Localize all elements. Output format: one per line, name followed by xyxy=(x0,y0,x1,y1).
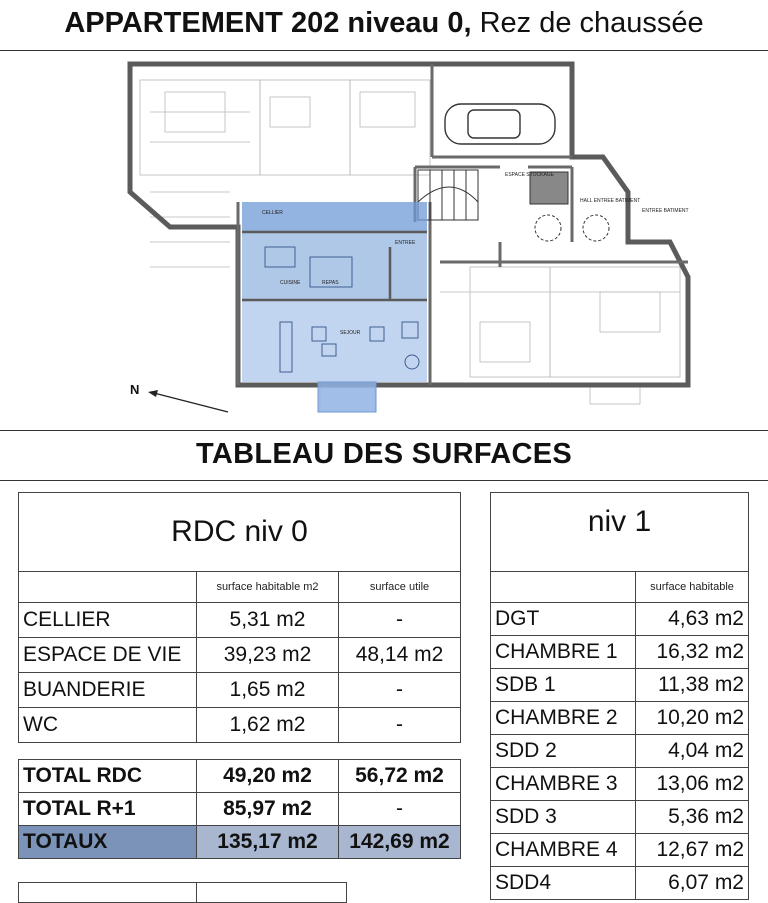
row-habitable: 5,31 m2 xyxy=(197,603,339,638)
plan-label-cellier: CELLIER xyxy=(262,210,283,216)
table-row-totaux xyxy=(19,826,461,859)
table-row xyxy=(491,702,749,735)
row-habitable: 6,07 m2 xyxy=(636,867,749,900)
row-habitable: 1,62 m2 xyxy=(197,708,339,743)
north-label: N xyxy=(130,382,140,397)
total-utile: - xyxy=(339,793,461,826)
row-label: SDB 1 xyxy=(491,669,636,702)
niv1-table xyxy=(490,492,749,900)
plan-label-repas: REPAS xyxy=(322,280,339,286)
row-label: SDD4 xyxy=(491,867,636,900)
niv1-colheader-habitable: surface habitable xyxy=(636,572,749,603)
niv1-colheader-blank xyxy=(491,572,636,603)
table-row xyxy=(491,834,749,867)
totals-table xyxy=(18,759,461,859)
row-habitable: 4,04 m2 xyxy=(636,735,749,768)
row-habitable: 12,67 m2 xyxy=(636,834,749,867)
row-habitable: 39,23 m2 xyxy=(197,638,339,673)
rdc-colheader-habitable: surface habitable m2 xyxy=(197,572,339,603)
total-utile: 142,69 m2 xyxy=(339,826,461,859)
total-habitable: 135,17 m2 xyxy=(197,826,339,859)
table-row xyxy=(19,603,461,638)
extra-table-partial xyxy=(18,882,347,903)
row-label: WC xyxy=(19,708,197,743)
table-row xyxy=(19,673,461,708)
rdc-colheader-utile: surface utile xyxy=(339,572,461,603)
row-habitable: 5,36 m2 xyxy=(636,801,749,834)
rdc-colheader-blank xyxy=(19,572,197,603)
partial-cell xyxy=(19,883,197,903)
table-row xyxy=(491,735,749,768)
row-label: DGT xyxy=(491,603,636,636)
plan-divider xyxy=(0,430,768,431)
total-utile: 56,72 m2 xyxy=(339,760,461,793)
plan-label-sejour: SEJOUR xyxy=(340,330,361,336)
table-row xyxy=(491,669,749,702)
plan-label-entree-batiment: ENTREE BATIMENT xyxy=(642,208,689,214)
row-habitable: 13,06 m2 xyxy=(636,768,749,801)
row-habitable: 10,20 m2 xyxy=(636,702,749,735)
row-label: CELLIER xyxy=(19,603,197,638)
total-habitable: 85,97 m2 xyxy=(197,793,339,826)
table-row xyxy=(491,768,749,801)
row-utile: - xyxy=(339,603,461,638)
row-habitable: 4,63 m2 xyxy=(636,603,749,636)
table-row xyxy=(491,636,749,669)
table-row xyxy=(491,603,749,636)
table-row xyxy=(19,793,461,826)
title-divider xyxy=(0,50,768,51)
car-outline xyxy=(445,104,555,144)
niv1-heading: niv 1 xyxy=(491,493,749,572)
row-label: CHAMBRE 1 xyxy=(491,636,636,669)
row-utile: - xyxy=(339,673,461,708)
table-row xyxy=(491,801,749,834)
row-utile: - xyxy=(339,708,461,743)
row-label: CHAMBRE 4 xyxy=(491,834,636,867)
rdc-heading: RDC niv 0 xyxy=(19,493,461,572)
plan-label-hall: HALL ENTREE BATIMENT xyxy=(580,198,641,204)
total-label: TOTAL RDC xyxy=(19,760,197,793)
title-level: Rez de chaussée xyxy=(479,7,704,39)
north-arrow xyxy=(130,382,228,412)
plan-label-cuisine: CUISINE xyxy=(280,280,301,286)
rdc-table xyxy=(18,492,461,743)
title-main: APPARTEMENT 202 niveau 0, xyxy=(64,7,472,39)
table-row xyxy=(491,867,749,900)
row-label: CHAMBRE 2 xyxy=(491,702,636,735)
row-habitable: 1,65 m2 xyxy=(197,673,339,708)
row-habitable: 11,38 m2 xyxy=(636,669,749,702)
page-title xyxy=(0,0,768,50)
row-label: SDD 2 xyxy=(491,735,636,768)
plan-label-stockage: ESPACE STOCKAGE xyxy=(505,172,554,178)
table-row xyxy=(19,708,461,743)
table-row xyxy=(19,638,461,673)
row-label: BUANDERIE xyxy=(19,673,197,708)
apartment-202-highlight xyxy=(242,202,427,412)
table-row xyxy=(19,760,461,793)
plan-label-entree: ENTREE xyxy=(395,240,416,246)
section-divider xyxy=(0,480,768,481)
floor-plan xyxy=(0,52,768,427)
row-habitable: 16,32 m2 xyxy=(636,636,749,669)
row-utile: 48,14 m2 xyxy=(339,638,461,673)
row-label: SDD 3 xyxy=(491,801,636,834)
partial-cell xyxy=(197,883,347,903)
total-label: TOTAUX xyxy=(19,826,197,859)
total-habitable: 49,20 m2 xyxy=(197,760,339,793)
row-label: CHAMBRE 3 xyxy=(491,768,636,801)
total-label: TOTAL R+1 xyxy=(19,793,197,826)
section-title: TABLEAU DES SURFACES xyxy=(195,438,573,470)
row-label: ESPACE DE VIE xyxy=(19,638,197,673)
